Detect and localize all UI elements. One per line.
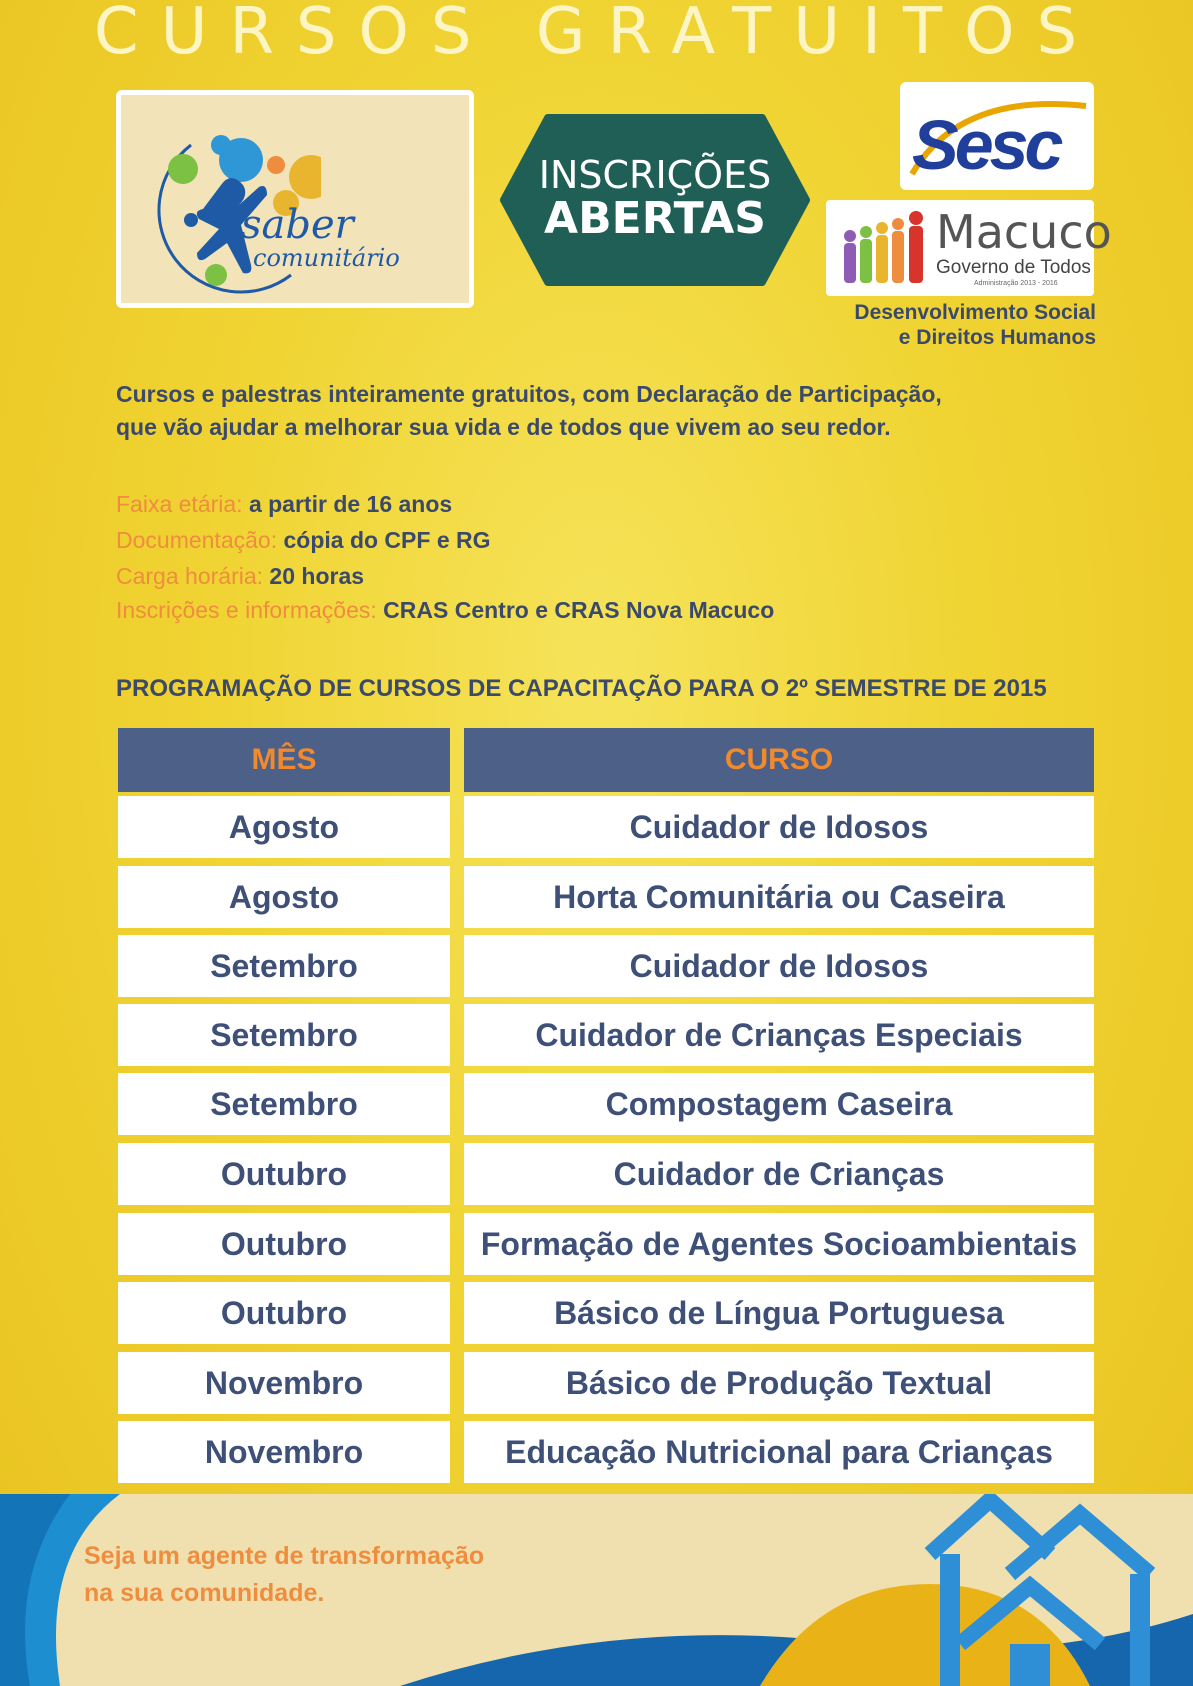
- badge-inscricoes: INSCRIÇÕES: [538, 153, 772, 197]
- footer-slogan: [84, 1538, 484, 1612]
- info-value: CRAS Centro e CRAS Nova Macuco: [383, 597, 775, 623]
- saber-wordmark: saber: [241, 202, 354, 248]
- saber-comunitario-logo: [116, 90, 474, 308]
- description-line-2: que vão ajudar a melhorar sua vida e de todos que vivem ao seu redor.: [116, 414, 891, 440]
- month-cell: Agosto: [118, 796, 450, 858]
- info-age: [116, 488, 1066, 520]
- course-column-header: CURSO: [464, 728, 1094, 792]
- course-description: [116, 378, 1016, 444]
- month-cell: Outubro: [118, 1143, 450, 1205]
- month-cell: Outubro: [118, 1282, 450, 1344]
- department-line-1: Desenvolvimento Social: [854, 301, 1096, 324]
- month-cell: Setembro: [118, 935, 450, 997]
- course-cell: Cuidador de Idosos: [464, 935, 1094, 997]
- info-value: a partir de 16 anos: [248, 491, 453, 517]
- month-cell: Agosto: [118, 866, 450, 928]
- course-cell: Básico de Produção Textual: [464, 1352, 1094, 1414]
- department-line-2: e Direitos Humanos: [898, 326, 1096, 349]
- sesc-wordmark: Sesc: [912, 106, 1060, 184]
- month-column-header: MÊS: [118, 728, 450, 792]
- badge-abertas: ABERTAS: [544, 193, 766, 244]
- course-cell: Cuidador de Idosos: [464, 796, 1094, 858]
- month-cell: Outubro: [118, 1213, 450, 1275]
- info-documents: [116, 524, 1066, 556]
- slogan-line-2: na sua comunidade.: [84, 1579, 325, 1607]
- description-line-1: Cursos e palestras inteiramente gratuitos, com Declaração de Participação,: [116, 381, 942, 407]
- month-cell: Setembro: [118, 1073, 450, 1135]
- people-group-icon: [838, 210, 938, 288]
- month-cell: Novembro: [118, 1352, 450, 1414]
- course-cell: Cuidador de Crianças: [464, 1143, 1094, 1205]
- info-value: cópia do CPF e RG: [283, 527, 491, 553]
- macuco-logo: [826, 200, 1112, 296]
- program-title: PROGRAMAÇÃO DE CURSOS DE CAPACITAÇÃO PARA O 2º SEMESTRE DE 2015: [116, 675, 1047, 702]
- info-label: Faixa etária:: [116, 491, 249, 517]
- sesc-logo: [900, 82, 1094, 190]
- info-label: Documentação:: [116, 527, 284, 553]
- slogan-line-1: Seja um agente de transformação: [84, 1542, 485, 1570]
- macuco-tagline: Governo de Todos: [936, 257, 1091, 278]
- info-registration: [116, 594, 1066, 626]
- course-cell: Básico de Língua Portuguesa: [464, 1282, 1094, 1344]
- month-cell: Novembro: [118, 1421, 450, 1483]
- course-cell: Educação Nutricional para Crianças: [464, 1421, 1094, 1483]
- macuco-admin-period: Administração 2013 - 2016: [974, 280, 1058, 287]
- course-cell: Compostagem Caseira: [464, 1073, 1094, 1135]
- macuco-wordmark: Macuco: [936, 205, 1112, 259]
- month-cell: Setembro: [118, 1004, 450, 1066]
- info-label: Inscrições e informações:: [116, 597, 384, 623]
- info-workload: [116, 560, 1066, 592]
- info-value: 20 horas: [269, 563, 365, 589]
- page-title: CURSOS GRATUITOS: [93, 0, 1100, 69]
- info-label: Carga horária:: [116, 563, 270, 589]
- course-cell: Horta Comunitária ou Caseira: [464, 866, 1094, 928]
- comunitario-wordmark: comunitário: [253, 244, 400, 272]
- course-cell: Formação de Agentes Socioambientais: [464, 1213, 1094, 1275]
- course-cell: Cuidador de Crianças Especiais: [464, 1004, 1094, 1066]
